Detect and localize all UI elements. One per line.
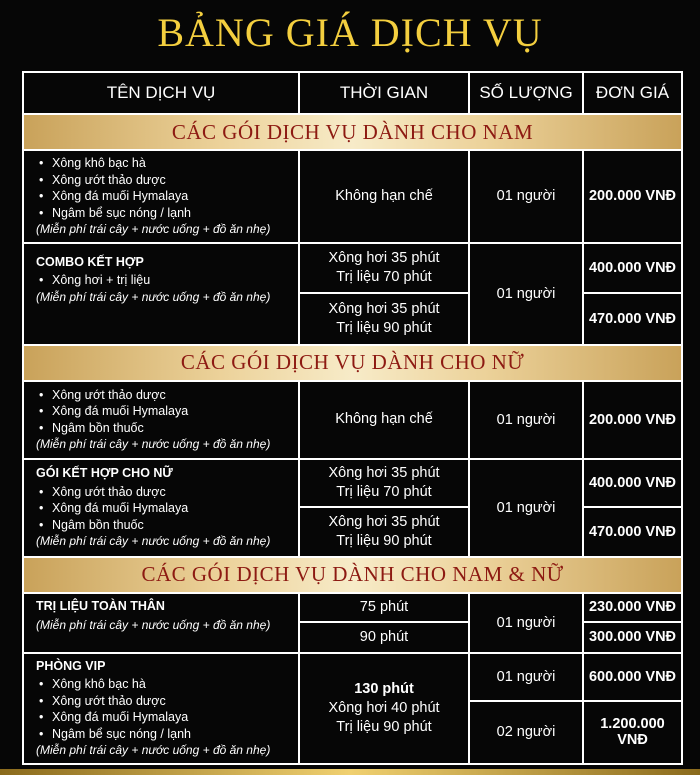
service-name: PHÒNG VIP: [36, 658, 106, 673]
time-line: 130 phút: [354, 680, 414, 697]
list-item: • Xông đá muối Hymalaya: [36, 709, 292, 726]
time-line: Trị liệu 90 phút: [336, 532, 432, 549]
time-line: Xông hơi 35 phút: [328, 464, 440, 481]
time-line: Xông hơi 40 phút: [328, 699, 440, 716]
table-row: [23, 593, 682, 622]
list-item: • Xông ướt thảo dược: [36, 387, 292, 404]
time-cell: [299, 507, 469, 557]
time-cell: [299, 243, 469, 293]
quantity-cell: 02 người: [469, 701, 583, 764]
quantity-cell: 01 người: [469, 653, 583, 701]
list-item: • Xông ướt thảo dược: [36, 484, 292, 501]
price-cell: 400.000 VNĐ: [583, 459, 682, 507]
table-row: [23, 653, 682, 701]
list-item: • Xông ướt thảo dược: [36, 693, 292, 710]
list-item: • Xông đá muối Hymalaya: [36, 500, 292, 517]
service-note: (Miễn phí trái cây + nước uống + đồ ăn nhẹ): [36, 437, 271, 451]
table-row: [23, 459, 682, 507]
list-item: • Xông khô bạc hà: [36, 676, 292, 693]
service-note: (Miễn phí trái cây + nước uống + đồ ăn nhẹ): [36, 289, 271, 304]
price-cell: 230.000 VNĐ: [583, 593, 682, 622]
price-table: [22, 71, 683, 765]
service-cell: [23, 459, 299, 557]
price-cell: 300.000 VNĐ: [583, 622, 682, 653]
section-row-male: [23, 114, 682, 150]
service-name: TRỊ LIỆU TOÀN THÂN: [36, 599, 165, 613]
table-header-row: [23, 72, 682, 114]
section-row-female: [23, 345, 682, 381]
service-cell: [23, 150, 299, 243]
list-item: • Xông ướt thảo dược: [36, 172, 292, 189]
list-item: • Ngâm bể sục nóng / lạnh: [36, 205, 292, 222]
price-cell: 600.000 VNĐ: [583, 653, 682, 701]
service-cell: [23, 593, 299, 653]
time-cell: [299, 653, 469, 764]
header-time: THỜI GIAN: [299, 72, 469, 114]
service-note: (Miễn phí trái cây + nước uống + đồ ăn nhẹ): [36, 222, 271, 236]
service-note: (Miễn phí trái cây + nước uống + đồ ăn nhẹ): [36, 534, 271, 549]
time-cell: 75 phút: [299, 593, 469, 622]
section-title-both: CÁC GÓI DỊCH VỤ DÀNH CHO NAM & NỮ: [23, 557, 682, 593]
table-row: [23, 243, 682, 293]
list-item: • Xông đá muối Hymalaya: [36, 403, 292, 420]
quantity-cell: 01 người: [469, 593, 583, 653]
header-price: ĐƠN GIÁ: [583, 72, 682, 114]
service-name: GÓI KẾT HỢP CHO NỮ: [36, 466, 173, 481]
section-title-female: CÁC GÓI DỊCH VỤ DÀNH CHO NỮ: [23, 345, 682, 381]
service-name: COMBO KẾT HỢP: [36, 254, 144, 269]
price-cell: 400.000 VNĐ: [583, 243, 682, 293]
time-cell: 90 phút: [299, 622, 469, 653]
time-cell: [299, 293, 469, 345]
price-cell: 200.000 VNĐ: [583, 381, 682, 459]
service-note: (Miễn phí trái cây + nước uống + đồ ăn nhẹ): [36, 743, 271, 757]
time-line: Xông hơi 35 phút: [328, 300, 440, 317]
header-quantity: SỐ LƯỢNG: [469, 72, 583, 114]
price-cell: 200.000 VNĐ: [583, 150, 682, 243]
list-item: • Ngâm bể sục nóng / lạnh: [36, 726, 292, 743]
quantity-cell: 01 người: [469, 459, 583, 557]
table-row: [23, 150, 682, 243]
time-line: Trị liệu 70 phút: [336, 268, 432, 285]
price-cell: 1.200.000 VNĐ: [583, 701, 682, 764]
page-title: BẢNG GIÁ DỊCH VỤ: [157, 10, 543, 55]
time-cell: Không hạn chế: [299, 150, 469, 243]
table-row: [23, 381, 682, 459]
service-note: (Miễn phí trái cây + nước uống + đồ ăn nhẹ): [36, 617, 271, 632]
section-row-both: [23, 557, 682, 593]
price-cell: 470.000 VNĐ: [583, 507, 682, 557]
time-line: Xông hơi 35 phút: [328, 249, 440, 266]
time-line: Trị liệu 90 phút: [336, 718, 432, 735]
list-item: • Ngâm bồn thuốc: [36, 517, 292, 534]
list-item: • Ngâm bồn thuốc: [36, 420, 292, 437]
quantity-cell: 01 người: [469, 150, 583, 243]
time-line: Trị liệu 70 phút: [336, 483, 432, 500]
section-title-male: CÁC GÓI DỊCH VỤ DÀNH CHO NAM: [23, 114, 682, 150]
time-line: Trị liệu 90 phút: [336, 319, 432, 336]
gold-footer-strip: [0, 769, 700, 775]
list-item: • Xông đá muối Hymalaya: [36, 188, 292, 205]
list-item: • Xông hơi + trị liệu: [36, 272, 292, 289]
time-cell: [299, 459, 469, 507]
service-cell: [23, 243, 299, 345]
service-cell: [23, 653, 299, 764]
header-service-name: TÊN DỊCH VỤ: [23, 72, 299, 114]
quantity-cell: 01 người: [469, 381, 583, 459]
service-cell: [23, 381, 299, 459]
price-cell: 470.000 VNĐ: [583, 293, 682, 345]
list-item: • Xông khô bạc hà: [36, 155, 292, 172]
time-cell: Không hạn chế: [299, 381, 469, 459]
time-line: Xông hơi 35 phút: [328, 513, 440, 530]
quantity-cell: 01 người: [469, 243, 583, 345]
